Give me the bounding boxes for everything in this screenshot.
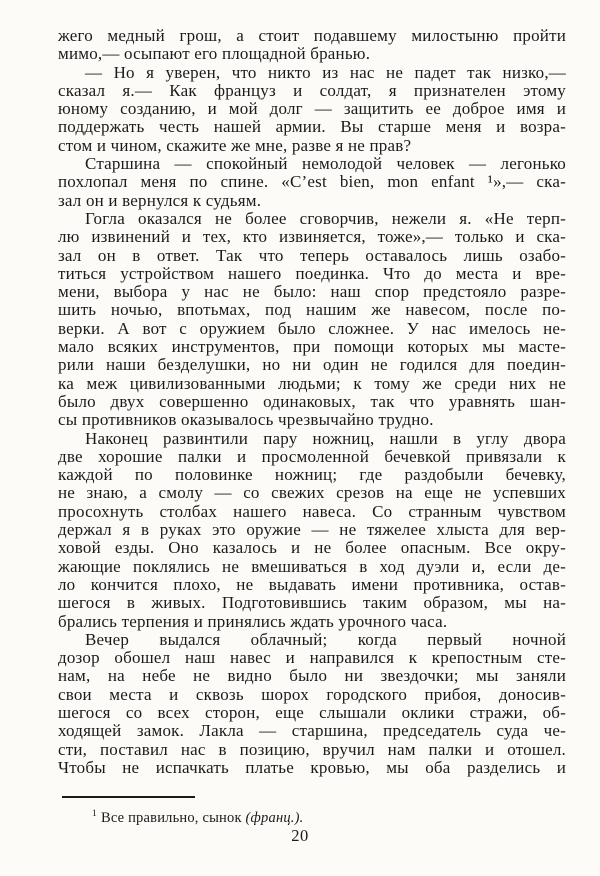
- footnote: [58, 806, 600, 827]
- text-line: брались терпения и принялись ждать урочного часа.: [58, 611, 448, 631]
- footnote-divider: [62, 796, 195, 798]
- text-line: титься устройством нашего поединка. Что до места и вре-: [58, 263, 566, 283]
- paragraph: [58, 210, 566, 430]
- text-line: мало всяких инструментов, при помощи которых мы масте-: [58, 337, 566, 357]
- text-line: ло кончится плохо, не выдавать имени противника, остав-: [58, 574, 566, 594]
- text-line: похлопал меня по спине. «C’est bien, mon enfant ¹»,— ска-: [58, 172, 566, 192]
- text-line: свои места и сквозь шорох городского прибоя, доносив-: [58, 684, 566, 704]
- text-line: сказал я.— Как француз и солдат, я признателен этому: [58, 80, 566, 100]
- text-line: ходящей замок. Лакла — старшина, председатель суда че-: [58, 721, 566, 741]
- text-line: рили наши безделушки, но ни один не годился для поедин-: [58, 355, 566, 375]
- text-line: сы противников оказывалось чрезвычайно трудно.: [58, 410, 434, 430]
- page-text-column: [58, 27, 566, 777]
- text-line: жего медный грош, а стоит подавшему милостыню пройти: [58, 26, 566, 45]
- page-number: 20: [291, 826, 309, 845]
- text-line: шить ночью, впотьмах, под нашим же навесом, после по-: [58, 300, 566, 320]
- paragraph: [58, 27, 566, 64]
- text-line: сти, поставил нас в позицию, вручил нам палки и отошел.: [58, 739, 566, 759]
- footnote-text: Все правильно, сынок: [100, 809, 246, 826]
- text-line: зал он и вернулся к судьям.: [58, 190, 262, 210]
- paragraph: [58, 155, 566, 210]
- text-line: ка меж цивилизованными людьми; к тому же среди них не: [58, 373, 566, 393]
- text-line: ховой езды. Оно казалось и не более опасным. Все окру-: [58, 538, 566, 558]
- footnote-language-note: (франц.).: [245, 809, 304, 826]
- text-line: нам, на небе не видно было ни звездочки; мы заняли: [58, 666, 566, 686]
- paragraph: [58, 631, 566, 777]
- text-line: мимо,— осыпают его площадной бранью.: [58, 44, 371, 64]
- text-line: Старшина — спокойный немолодой человек — легонько: [85, 154, 566, 174]
- text-line: жающие поклялись не вмешиваться в ход дуэли и, если де-: [58, 556, 566, 576]
- text-line: было двух совершенно одинаковых, так что уравнять шан-: [58, 391, 566, 411]
- text-line: верки. А вот с оружием было сложнее. У нас имелось не-: [58, 318, 566, 338]
- text-line: дозор обошел наш навес и направился к крепостным сте-: [58, 648, 566, 668]
- text-line: Наконец развинтили пару ножниц, нашли в углу двора: [85, 428, 566, 448]
- text-line: Чтобы не испачкать платье кровью, мы оба разделись и: [58, 757, 566, 777]
- text-line: мени, выбора у нас не было: наш спор предстояло разре-: [58, 282, 566, 302]
- text-line: шегося в живых. Подготовившись таким образом, мы на-: [58, 593, 566, 613]
- text-line: Вечер выдался облачный; когда первый ночной: [85, 629, 566, 649]
- paragraph: [58, 64, 566, 155]
- text-line: две хорошие палки и просмоленной бечевкой привязали к: [58, 446, 566, 466]
- text-line: просохнуть столбах нашего навеса. Со странным чувством: [58, 501, 566, 521]
- text-line: поддержать честь нашей армии. Вы старше меня и возра-: [58, 117, 566, 137]
- text-line: лю извинений и тех, кто извиняется, тоже»,— только и ска-: [58, 227, 566, 247]
- text-line: зал он в ответ. Так что теперь оставалось лишь озабо-: [58, 245, 566, 265]
- text-line: стом и чином, скажите же мне, разве я не прав?: [58, 135, 412, 155]
- text-line: каждой по половинке ножниц; где раздобыли бечевку,: [58, 465, 566, 485]
- text-line: юному созданию, и мой долг — защитить ее доброе имя и: [58, 99, 566, 119]
- text-line: Гогла оказался не более сговорчив, нежели я. «Не терп-: [85, 208, 566, 228]
- text-line: не знаю, а смолу — со свежих срезов на еще не успевших: [58, 483, 566, 503]
- text-line: — Но я уверен, что никто из нас не падет так низко,—: [85, 62, 566, 82]
- text-line: держал я в руках это оружие — не тяжелее хлыста для вер-: [58, 520, 566, 540]
- paragraph: [58, 430, 566, 631]
- text-line: шегося со всех сторон, еще слышали оклики стражи, об-: [58, 702, 566, 722]
- footnote-marker: 1: [92, 809, 97, 819]
